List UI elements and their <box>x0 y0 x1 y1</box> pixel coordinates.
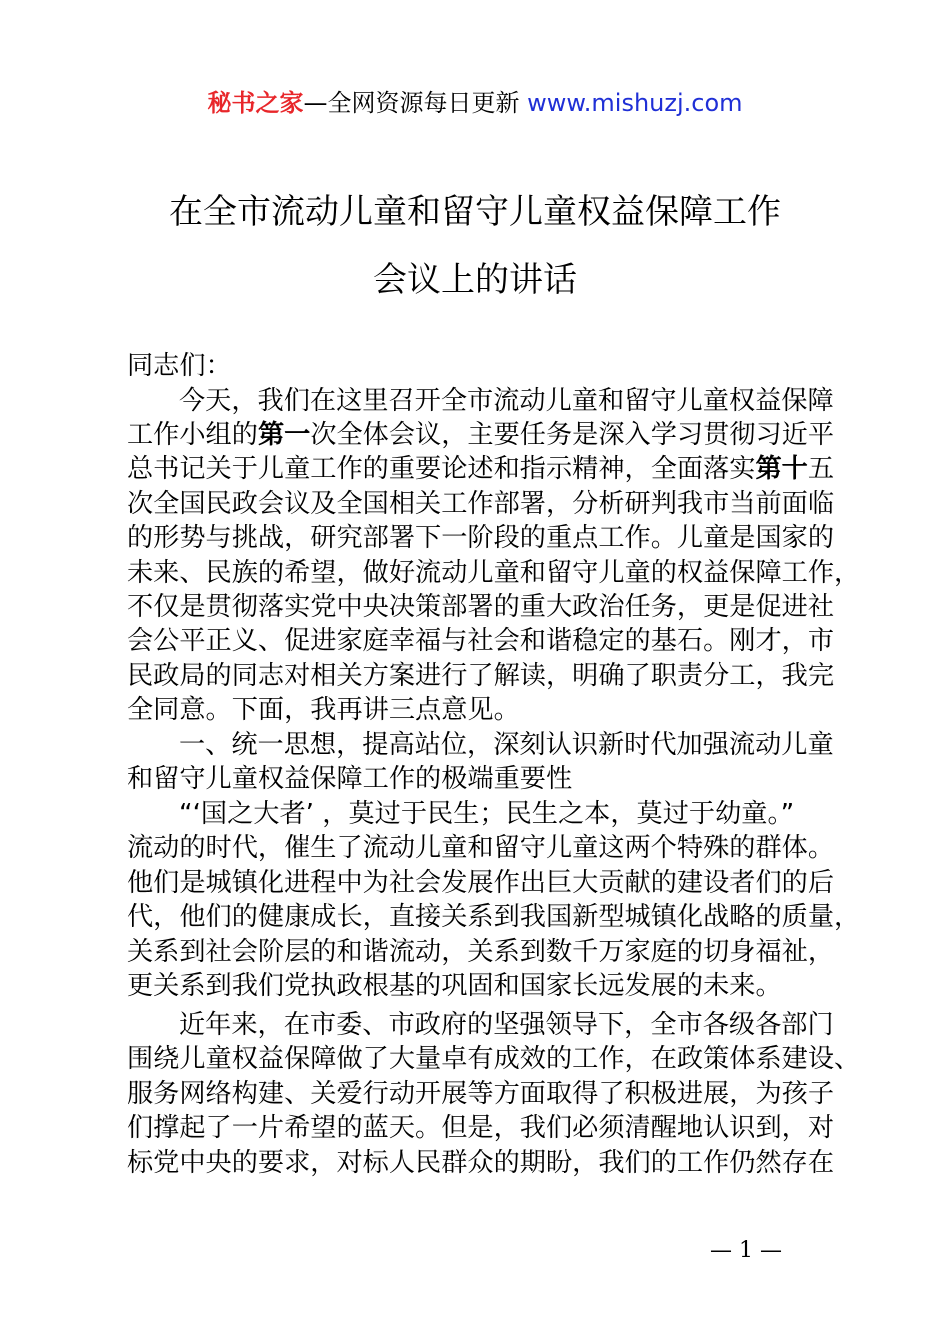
paragraph-line: 总书记关于儿童工作的重要论述和指示精神，全面落实第十五 <box>127 454 835 484</box>
paragraph-line: 会公平正义、促进家庭幸福与社会和谐稳定的基石。刚才，市 <box>127 626 835 656</box>
site-header <box>0 86 950 120</box>
paragraph-line: 围绕儿童权益保障做了大量卓有成效的工作，在政策体系建设、 <box>127 1044 861 1074</box>
document-title-line-1: 在全市流动儿童和留守儿童权益保障工作 <box>169 192 781 232</box>
site-url-link[interactable]: www.mishuzj.com <box>527 89 743 117</box>
paragraph-line: 未来、民族的希望，做好流动儿童和留守儿童的权益保障工作， <box>127 558 861 588</box>
section-heading-line: 一、统一思想，提高站位，深刻认识新时代加强流动儿童 <box>179 730 834 760</box>
paragraph-line: 民政局的同志对相关方案进行了解读，明确了职责分工，我完 <box>127 661 835 691</box>
document-title-line-2: 会议上的讲话 <box>373 260 577 300</box>
paragraph-line: 们撑起了一片希望的蓝天。但是，我们必须清醒地认识到，对 <box>127 1113 835 1143</box>
bold-term: 第十 <box>755 454 808 484</box>
paragraph-line: 不仅是贯彻落实党中央决策部署的重大政治任务，更是促进社 <box>127 592 835 622</box>
paragraph-line: 次全国民政会议及全国相关工作部署，分析研判我市当前面临 <box>127 489 835 519</box>
paragraph-line: 流动的时代，催生了流动儿童和留守儿童这两个特殊的群体。 <box>127 833 835 863</box>
paragraph-line: 更关系到我们党执政根基的巩固和国家长远发展的未来。 <box>127 971 782 1001</box>
paragraph-line: 标党中央的要求，对标人民群众的期盼，我们的工作仍然存在 <box>127 1148 835 1178</box>
page-number: — 1 — <box>710 1238 782 1263</box>
paragraph-line: “‘国之大者’ ，莫过于民生；民生之本，莫过于幼童。” <box>179 799 795 829</box>
site-brand: 秘书之家 <box>207 89 304 117</box>
section-heading-line: 和留守儿童权益保障工作的极端重要性 <box>127 764 573 794</box>
paragraph-line: 今天，我们在这里召开全市流动儿童和留守儿童权益保障 <box>179 386 834 416</box>
paragraph-line: 服务网络构建、关爱行动开展等方面取得了积极进展，为孩子 <box>127 1079 835 1109</box>
salutation: 同志们： <box>127 351 232 381</box>
paragraph-line: 代，他们的健康成长，直接关系到我国新型城镇化战略的质量， <box>127 902 861 932</box>
bold-term: 第一 <box>257 420 311 450</box>
paragraph-line: 近年来，在市委、市政府的坚强领导下，全市各级各部门 <box>179 1010 834 1040</box>
paragraph-line: 全同意。下面，我再讲三点意见。 <box>127 695 520 725</box>
paragraph-line: 关系到社会阶层的和谐流动，关系到数千万家庭的切身福祉， <box>127 937 835 967</box>
paragraph-line: 他们是城镇化进程中为社会发展作出巨大贡献的建设者们的后 <box>127 868 835 898</box>
paragraph-line: 的形势与挑战，研究部署下一阶段的重点工作。儿童是国家的 <box>127 523 835 553</box>
site-tagline: —全网资源每日更新 <box>303 89 528 117</box>
paragraph-line: 工作小组的第一次全体会议，主要任务是深入学习贯彻习近平 <box>127 420 835 450</box>
